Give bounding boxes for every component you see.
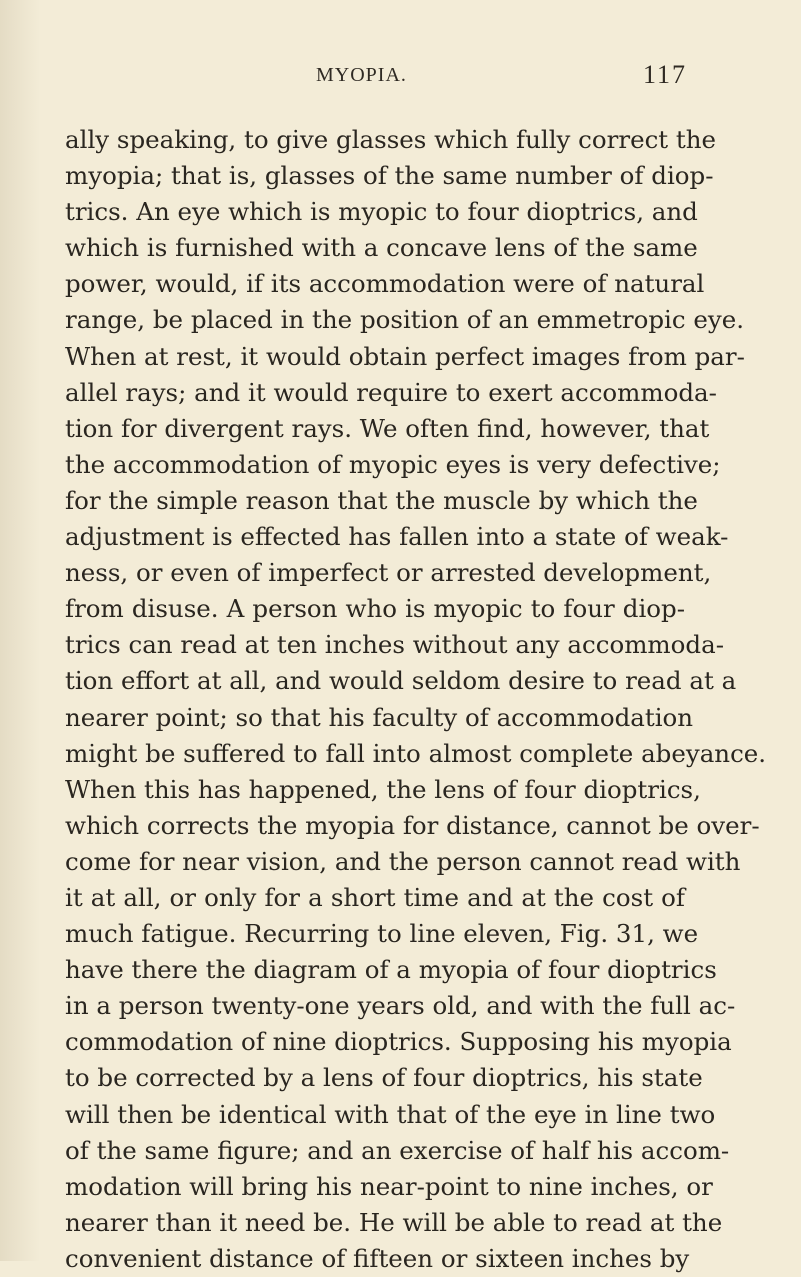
text-line: modation will bring his near-point to nine inches, or xyxy=(65,1171,713,1201)
text-line: adjustment is effected has fallen into a state of weak- xyxy=(65,522,729,552)
body-text xyxy=(65,122,767,1277)
text-line: When at rest, it would obtain perfect images from par- xyxy=(65,341,745,371)
text-line: nearer than it need be. He will be able to read at the xyxy=(65,1207,723,1237)
text-line: ally speaking, to give glasses which fully correct the xyxy=(65,125,717,154)
running-head-title: MYOPIA. xyxy=(316,64,407,86)
text-line: might be suffered to fall into almost complete abeyance. xyxy=(65,738,767,768)
text-line: commodation of nine dioptrics. Supposing his myopia xyxy=(65,1027,732,1057)
text-line: convenient distance of fifteen or sixteen inches by xyxy=(65,1243,690,1273)
running-head xyxy=(0,58,801,98)
text-line: ness, or even of imperfect or arrested development, xyxy=(65,558,712,588)
text-line: tion for divergent rays. We often find, however, that xyxy=(65,413,710,443)
text-line: come for near vision, and the person cannot read with xyxy=(65,846,741,876)
text-line: tion effort at all, and would seldom desire to read at a xyxy=(65,666,737,696)
text-line: power, would, if its accommodation were of natural xyxy=(65,269,705,299)
text-line: in a person twenty-one years old, and with the full ac- xyxy=(65,991,736,1021)
text-line: trics. An eye which is myopic to four dioptrics, and xyxy=(65,197,698,227)
text-line: much fatigue. Recurring to line eleven, Fig. 31, we xyxy=(65,919,699,949)
text-line: nearer point; so that his faculty of accommodation xyxy=(65,702,694,732)
text-line: of the same figure; and an exercise of half his accom- xyxy=(65,1135,730,1165)
text-line: for the simple reason that the muscle by which the xyxy=(65,485,698,515)
text-line: from disuse. A person who is myopic to four diop- xyxy=(65,594,685,624)
text-line: to be corrected by a lens of four dioptrics, his state xyxy=(65,1063,703,1093)
text-line: allel rays; and it would require to exert accommoda- xyxy=(65,377,717,407)
text-line: trics can read at ten inches without any accommoda- xyxy=(65,630,724,660)
text-line: have there the diagram of a myopia of four dioptrics xyxy=(65,955,717,985)
text-line: it at all, or only for a short time and at the cost of xyxy=(65,882,685,912)
page-number: 117 xyxy=(643,60,688,89)
text-line: which is furnished with a concave lens of the same xyxy=(65,233,698,263)
text-line: range, be placed in the position of an emmetropic eye. xyxy=(65,305,745,335)
text-line: When this has happened, the lens of four dioptrics, xyxy=(65,774,701,804)
text-line: which corrects the myopia for distance, cannot be over- xyxy=(65,810,760,840)
text-line: the accommodation of myopic eyes is very defective; xyxy=(65,449,721,479)
text-line: will then be identical with that of the eye in line two xyxy=(65,1099,716,1129)
text-line: myopia; that is, glasses of the same number of diop- xyxy=(65,161,714,191)
